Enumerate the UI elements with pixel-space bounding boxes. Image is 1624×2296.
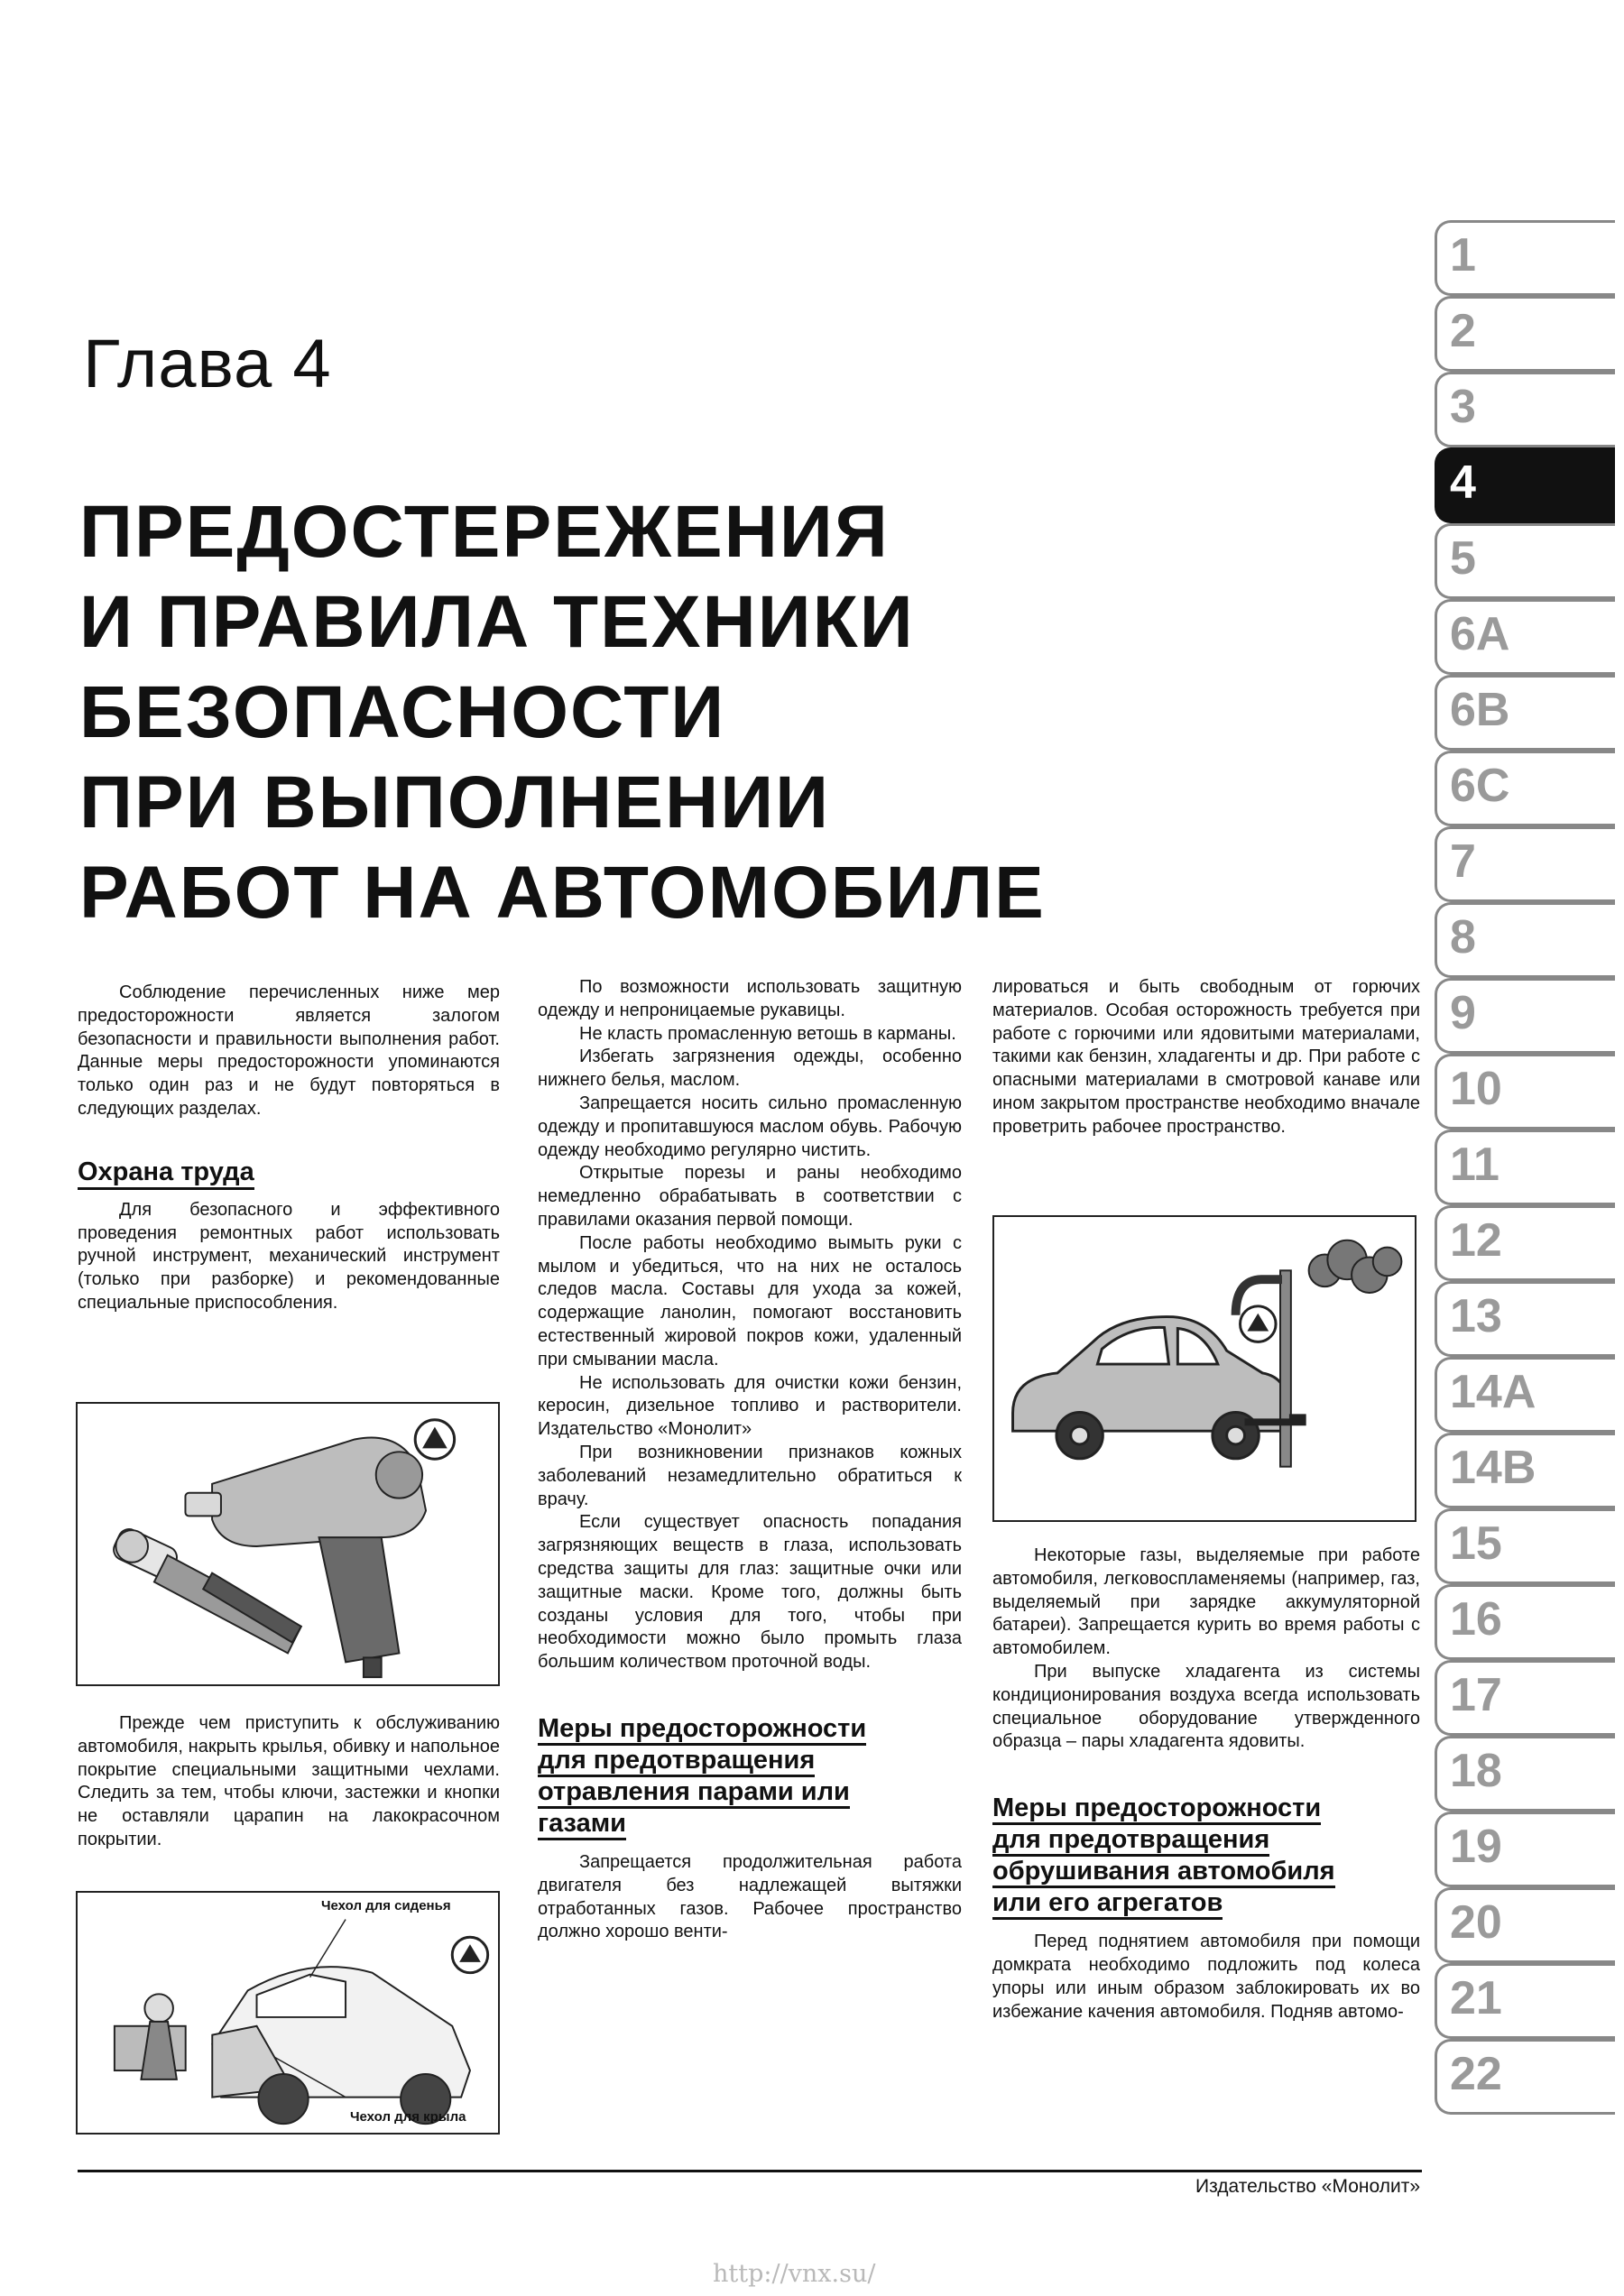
publisher-logo-icon bbox=[452, 1937, 487, 1972]
chapter-tab[interactable]: 14B bbox=[1435, 1433, 1615, 1508]
title-line: И ПРАВИЛА ТЕХНИКИ bbox=[79, 581, 915, 663]
chapter-tab[interactable]: 19 bbox=[1435, 1812, 1615, 1887]
paragraph: Перед поднятием автомобиля при помощи домкрата необходимо подложить под колеса упоры или иным образом заблокировать их во избежание качения автомобиля. Подняв автомо- bbox=[992, 1932, 1420, 2022]
paragraph: Избегать загрязнения одежды, особенно нижнего белья, маслом. bbox=[538, 1047, 962, 1091]
column-1 bbox=[78, 982, 500, 1315]
chapter-tab[interactable]: 5 bbox=[1435, 523, 1615, 599]
heading-line: отравления парами или bbox=[538, 1777, 850, 1809]
section-heading-poisoning bbox=[538, 1714, 962, 1840]
paragraph: Не использовать для очистки кожи бензин, керосин, дизельное топливо и растворители. Издательство «Монолит» bbox=[538, 1372, 962, 1440]
title-line: ПРЕДОСТЕРЕЖЕНИЯ bbox=[79, 491, 890, 573]
paragraph: лироваться и быть свободным от горючих материалов. Особая осторожность требуется при работе с горючими или ядовитыми материалами, такими как бензин, хладагенты и др. При работе с опасными материалами в смотровой канаве или ином закрытом пространстве необходимо вначале проветрить рабочее пространство. bbox=[992, 977, 1420, 1137]
chapter-tab[interactable]: 20 bbox=[1435, 1887, 1615, 1963]
car-covers-icon bbox=[78, 1893, 498, 2133]
chapter-tab[interactable]: 7 bbox=[1435, 826, 1615, 902]
heading-line: Меры предосторожности bbox=[992, 1793, 1321, 1825]
section-heading-collapse bbox=[992, 1793, 1420, 1920]
caption-fender-cover: Чехол для крыла bbox=[350, 2109, 466, 2125]
chapter-tab[interactable]: 13 bbox=[1435, 1281, 1615, 1357]
heading-line: газами bbox=[538, 1809, 626, 1840]
heading-line: для предотвращения bbox=[538, 1746, 815, 1777]
title-line: РАБОТ НА АВТОМОБИЛЕ bbox=[79, 852, 1046, 934]
footer-divider bbox=[78, 2170, 1422, 2172]
chapter-tab[interactable]: 21 bbox=[1435, 1963, 1615, 2039]
chapter-tab-active[interactable]: 4 bbox=[1435, 447, 1615, 523]
power-tools-icon bbox=[78, 1404, 498, 1684]
column-3-lower bbox=[992, 1544, 1420, 2024]
chapter-tab[interactable]: 10 bbox=[1435, 1054, 1615, 1130]
paragraph: Открытые порезы и раны необходимо немедленно обрабатывать в соответствии с правилами оказания первой помощи. bbox=[538, 1163, 962, 1230]
chapter-tabs bbox=[1435, 220, 1615, 2115]
chapter-tab[interactable]: 2 bbox=[1435, 296, 1615, 372]
chapter-tab[interactable]: 6B bbox=[1435, 675, 1615, 751]
chapter-tab[interactable]: 17 bbox=[1435, 1660, 1615, 1736]
publisher-logo-icon bbox=[1241, 1306, 1277, 1342]
heading-line: Меры предосторожности bbox=[538, 1714, 866, 1746]
caption-seat-cover: Чехол для сиденья bbox=[321, 1898, 451, 1913]
footer-publisher: Издательство «Монолит» bbox=[1195, 2176, 1420, 2197]
section-heading-labor: Охрана труда bbox=[78, 1157, 254, 1190]
title-line: БЕЗОПАСНОСТИ bbox=[79, 671, 726, 753]
protective-covers-figure bbox=[76, 1891, 500, 2135]
paragraph: После работы необходимо вымыть руки с мылом и убедиться, что на них не осталось следов масла. Составы для ухода за кожей, содержащие ланолин, помогают восстановить естественный жировой покров кожи, удаленный при смывании масла. bbox=[538, 1232, 962, 1369]
car-exhaust-icon bbox=[994, 1217, 1415, 1520]
chapter-tab[interactable]: 12 bbox=[1435, 1205, 1615, 1281]
intro-paragraph: Соблюдение перечисленных ниже мер предосторожности является залогом безопасности и правильности выполнения работ. Данные меры предосторожности упоминаются только один раз и не будут повторяться в следующих разделах. bbox=[78, 982, 500, 1119]
paragraph: При возникновении признаков кожных заболеваний незамедлительно обратиться к врачу. bbox=[538, 1442, 962, 1509]
chapter-tab[interactable]: 14A bbox=[1435, 1357, 1615, 1433]
chapter-tab[interactable]: 6C bbox=[1435, 751, 1615, 826]
paragraph: При выпуске хладагента из системы кондиционирования воздуха всегда использовать специальное оборудование утвержденного образца – пары хладагента ядовиты. bbox=[992, 1661, 1420, 1752]
car-exhaust-figure bbox=[992, 1215, 1416, 1522]
paragraph: Для безопасного и эффективного проведения ремонтных работ использовать ручной инструмент, механический инструмент (только при разборке) и рекомендованные специальные приспособления. bbox=[78, 1199, 500, 1313]
chapter-tab[interactable]: 1 bbox=[1435, 220, 1615, 296]
chapter-tab[interactable]: 22 bbox=[1435, 2039, 1615, 2115]
chapter-tab[interactable]: 9 bbox=[1435, 978, 1615, 1054]
chapter-tab[interactable]: 3 bbox=[1435, 372, 1615, 447]
paragraph: Некоторые газы, выделяемые при работе автомобиля, легковоспламеняемы (например, газ, выделяемый при зарядке аккумуляторной батареи). Запрещается курить во время работы с автомобилем. bbox=[992, 1545, 1420, 1659]
title-line: ПРИ ВЫПОЛНЕНИИ bbox=[79, 761, 831, 844]
heading-line: обрушивания автомобиля bbox=[992, 1857, 1335, 1888]
paragraph: По возможности использовать защитную одежду и непроницаемые рукавицы. bbox=[538, 977, 962, 1020]
chapter-tab[interactable]: 18 bbox=[1435, 1736, 1615, 1812]
column-3 bbox=[992, 976, 1420, 1139]
paragraph: Запрещается носить сильно промасленную одежду и пропитавшуюся маслом обувь. Рабочую одежду необходимо регулярно чистить. bbox=[538, 1093, 962, 1160]
chapter-tab[interactable]: 15 bbox=[1435, 1508, 1615, 1584]
paragraph: Запрещается продолжительная работа двигателя без надлежащей вытяжки отработанных газов. Рабочее пространство должно хорошо венти- bbox=[538, 1851, 962, 1942]
chapter-label: Глава 4 bbox=[83, 326, 332, 402]
paragraph: Прежде чем приступить к обслуживанию автомобиля, накрыть крылья, обивку и напольное покрытие специальными защитными чехлами. Следить за тем, чтобы ключи, застежки и кнопки не оставляли царапин на лакокрасочном покрытии. bbox=[78, 1713, 500, 1849]
column-1-lower bbox=[78, 1712, 500, 1852]
watermark-url: http://vnx.su/ bbox=[713, 2260, 876, 2288]
page-title bbox=[79, 487, 1252, 938]
heading-line: для предотвращения bbox=[992, 1825, 1269, 1857]
paragraph: Не класть промасленную ветошь в карманы. bbox=[579, 1023, 956, 1044]
column-2 bbox=[538, 976, 962, 1944]
power-tools-figure bbox=[76, 1402, 500, 1686]
chapter-tab[interactable]: 11 bbox=[1435, 1130, 1615, 1205]
heading-line: или его агрегатов bbox=[992, 1888, 1223, 1920]
chapter-tab[interactable]: 8 bbox=[1435, 902, 1615, 978]
publisher-logo-icon bbox=[415, 1420, 454, 1459]
chapter-tab[interactable]: 6A bbox=[1435, 599, 1615, 675]
paragraph: Если существует опасность попадания загрязняющих веществ в глаза, использовать средства защиты для глаз: защитные очки или защитные маски. Кроме того, должны быть созданы условия для того, чтобы при необходимости можно было промыть глаза большим количеством проточной воды. bbox=[538, 1512, 962, 1673]
chapter-tab[interactable]: 16 bbox=[1435, 1584, 1615, 1660]
